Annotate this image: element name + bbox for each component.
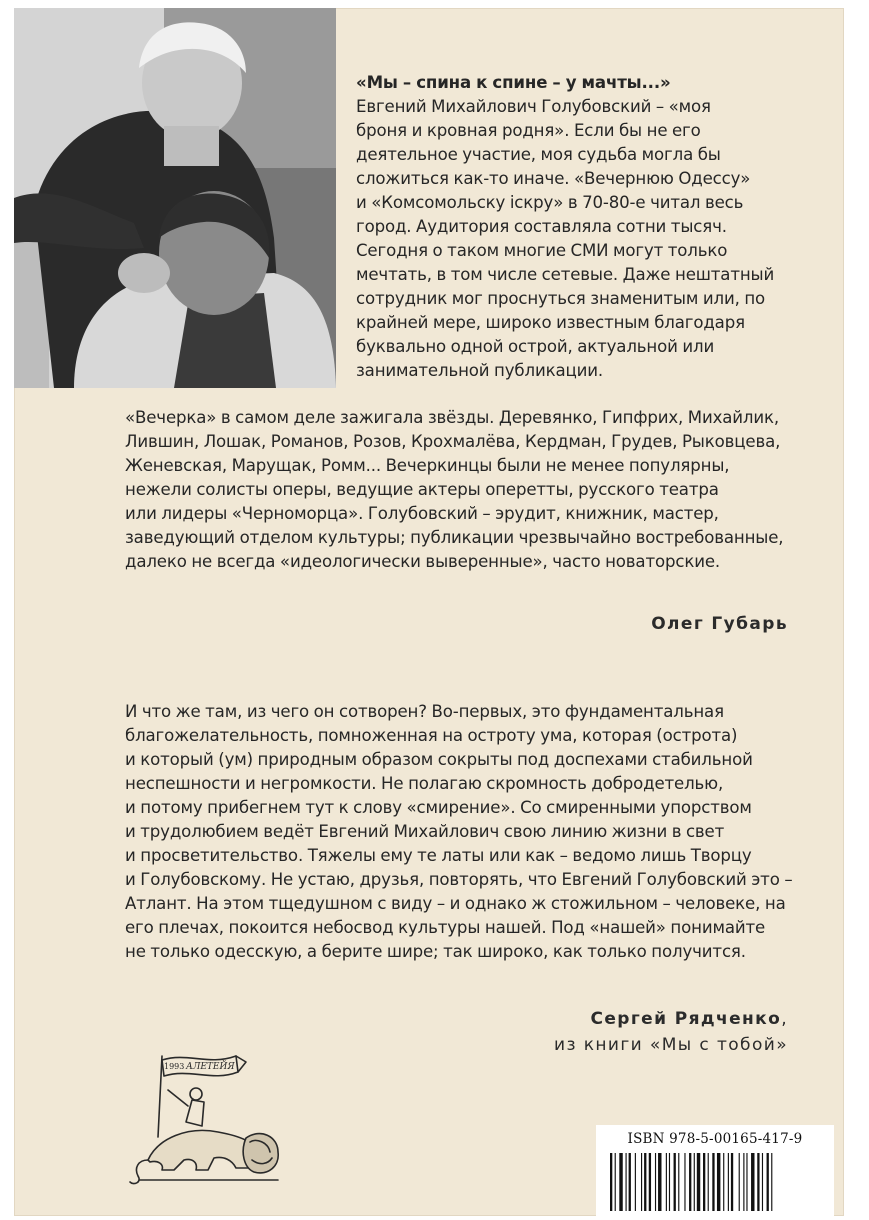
quote-block-2 xyxy=(125,700,820,964)
quote-1-line: заведующий отделом культуры; публикации чрезвычайно востребованные, xyxy=(125,528,784,547)
quote-1-line: «Вечерка» в самом деле зажигала звёзды. Деревянко, Гипфрих, Михайлик, xyxy=(125,408,780,427)
quote-1-line: Женевская, Марущак, Ромм... Вечеркинцы были не менее популярны, xyxy=(125,456,730,475)
quote-1-line: деятельное участие, моя судьба могла бы xyxy=(356,145,721,164)
quote-1-line: сложиться как-то иначе. «Вечернюю Одессу» xyxy=(356,169,751,188)
quote-2-author-comma: , xyxy=(781,1009,788,1029)
quote-2-line: неспешности и негромкости. Не полагаю скромность добродетелью, xyxy=(125,774,724,793)
quote-2-line: и трудолюбием ведёт Евгений Михайлович свою линию жизни в свет xyxy=(125,822,725,841)
quote-2-line: не только одесскую, а берите шире; так широко, как только получится. xyxy=(125,942,746,961)
quote-2-author xyxy=(554,1006,788,1058)
quote-1-line: или лидеры «Черноморца». Голубовский – эрудит, книжник, мастер, xyxy=(125,504,719,523)
quote-1-line: нежели солисты оперы, ведущие актеры оперетты, русского театра xyxy=(125,480,719,499)
quote-1-line: сотрудник мог проснуться знаменитым или, по xyxy=(356,289,766,308)
quote-2-line: Атлант. На этом тщедушном с виду – и однако ж стожильном – человеке, на xyxy=(125,894,786,913)
quote-1-line: броня и кровная родня». Если бы не его xyxy=(356,121,701,140)
quote-2-line: его плечах, покоится небосвод культуры нашей. Под «нашей» понимайте xyxy=(125,918,766,937)
quote-1-line: буквально одной острой, актуальной или xyxy=(356,337,715,356)
quote-1-line: Лившин, Лошак, Романов, Розов, Крохмалёва, Кердман, Грудев, Рыковцева, xyxy=(125,432,781,451)
quote-2-author-name: Сергей Рядченко xyxy=(590,1009,782,1029)
quote-1-line: Сегодня о таком многие СМИ могут только xyxy=(356,241,728,260)
publisher-logo xyxy=(128,1042,288,1192)
quote-2-line: И что же там, из чего он сотворен? Во-первых, это фундаментальная xyxy=(125,702,724,721)
quote-1-line: Евгений Михайлович Голубовский – «моя xyxy=(356,97,711,116)
quote-block-1-continuation xyxy=(125,406,820,574)
quote-2-line: и Голубовскому. Не устаю, друзья, повторять, что Евгений Голубовский это – xyxy=(125,870,793,889)
quote-1-line: крайней мере, широко известным благодаря xyxy=(356,313,745,332)
quote-1-line: далеко не всегда «идеологически выверенные», часто новаторские. xyxy=(125,552,721,571)
quote-1-author-name: Олег Губарь xyxy=(651,614,788,634)
quote-1-line: и «Комсомольску iскру» в 70-80-е читал весь xyxy=(356,193,744,212)
lion-rider-publisher-logo-icon xyxy=(128,1042,288,1192)
quote-2-line: и потому прибегнем тут к слову «смирение». Со смиренными упорством xyxy=(125,798,752,817)
book-back-cover xyxy=(14,8,844,1216)
quote-1-author xyxy=(651,611,788,637)
two-men-portrait-photo-icon xyxy=(14,8,336,388)
quote-1-line: город. Аудитория составляла сотни тысяч. xyxy=(356,217,727,236)
quote-2-line: и который (ум) природным образом сокрыты под доспехами стабильной xyxy=(125,750,753,769)
publisher-logo-year: 1993 xyxy=(164,1062,185,1071)
barcode-icon xyxy=(606,1153,824,1211)
isbn-box xyxy=(596,1125,834,1216)
quote-2-line: и просветительство. Тяжелы ему те латы или как – ведомо лишь Творцу xyxy=(125,846,752,865)
publisher-logo-banner: АЛЕТЕЙЯ xyxy=(186,1062,235,1072)
quote-1-line: мечтать, в том числе сетевые. Даже нештатный xyxy=(356,265,775,284)
quote-2-author-source: из книги «Мы с тобой» xyxy=(554,1035,788,1055)
quote-1-line: занимательной публикации. xyxy=(356,361,604,380)
quote-2-line: благожелательность, помноженная на остроту ума, которая (острота) xyxy=(125,726,738,745)
quote-1-heading: «Мы – спина к спине – у мачты...» xyxy=(356,73,671,92)
quote-block-1 xyxy=(356,71,800,383)
author-photo xyxy=(14,8,336,388)
isbn-label: ISBN 978-5-00165-417-9 xyxy=(627,1131,803,1147)
